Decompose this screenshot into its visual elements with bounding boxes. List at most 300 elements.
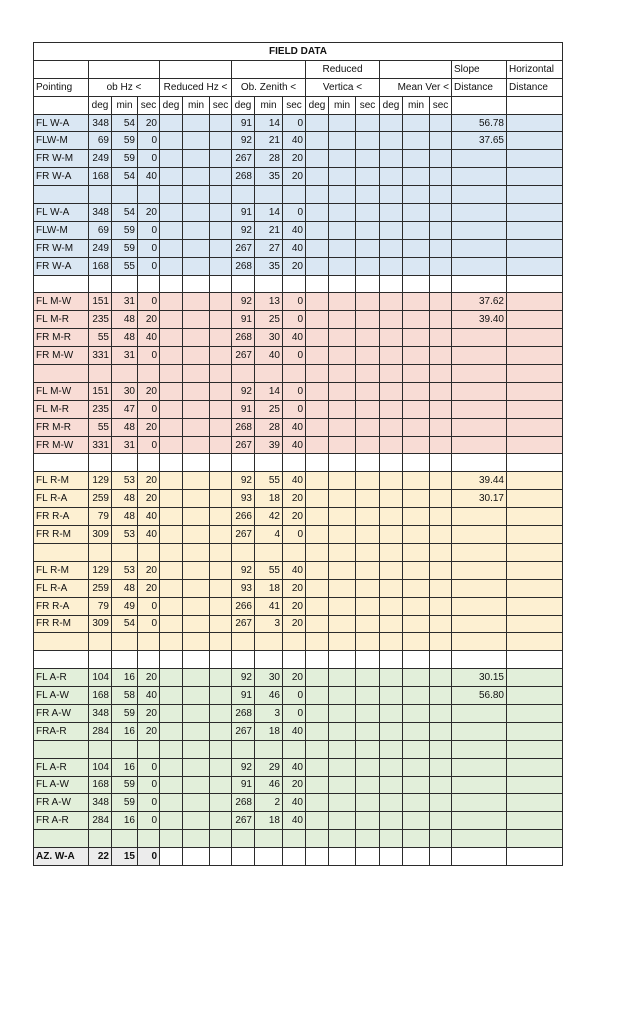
mean-ver-cell xyxy=(380,114,403,132)
horizontal-distance-cell xyxy=(507,400,563,418)
empty-cell xyxy=(452,275,507,293)
mean-ver-cell xyxy=(403,812,430,830)
ob-zenith-cell: 0 xyxy=(283,526,306,544)
empty-cell xyxy=(232,186,255,204)
empty-cell xyxy=(160,454,183,472)
reduced-hz-cell xyxy=(183,382,210,400)
ob-zenith-cell: 25 xyxy=(255,400,283,418)
reduced-hz-cell xyxy=(183,669,210,687)
mean-ver-cell xyxy=(430,490,452,508)
reduced-hz-cell xyxy=(160,436,183,454)
mean-ver-cell xyxy=(430,776,452,794)
ob-hz-cell: 0 xyxy=(138,347,160,365)
reduced-hz-cell xyxy=(183,722,210,740)
slope-distance-cell: 56.78 xyxy=(452,114,507,132)
reduced-hz-cell xyxy=(210,704,232,722)
field-data-table xyxy=(33,42,563,866)
ob-zenith-cell: 21 xyxy=(255,221,283,239)
mean-ver-cell xyxy=(380,329,403,347)
empty-cell xyxy=(34,275,89,293)
ob-zenith-cell: 0 xyxy=(283,382,306,400)
ob-hz-cell: 48 xyxy=(112,579,138,597)
ob-hz-cell: 48 xyxy=(112,508,138,526)
ob-hz-cell: 129 xyxy=(89,561,112,579)
reduced-vertical-cell xyxy=(329,114,356,132)
reduced-vertical-cell xyxy=(306,257,329,275)
ob-hz-cell: 0 xyxy=(138,132,160,150)
reduced-hz-cell xyxy=(160,669,183,687)
mean-ver-cell xyxy=(403,508,430,526)
reduced-hz-cell xyxy=(210,239,232,257)
empty-cell xyxy=(329,365,356,383)
table-row xyxy=(34,704,563,722)
mean-ver-cell xyxy=(403,293,430,311)
ob-zenith-cell: 268 xyxy=(232,794,255,812)
empty-cell xyxy=(329,830,356,848)
reduced-vertical-cell xyxy=(306,382,329,400)
reduced-vertical-cell xyxy=(329,347,356,365)
ob-zenith-cell: 13 xyxy=(255,293,283,311)
reduced-hz-cell xyxy=(210,204,232,222)
table-row xyxy=(34,508,563,526)
reduced-vertical-cell xyxy=(329,311,356,329)
reduced-hz-cell xyxy=(160,812,183,830)
mean-ver-cell xyxy=(430,669,452,687)
reduced-hz-cell xyxy=(210,472,232,490)
ob-hz-cell: 48 xyxy=(112,490,138,508)
reduced-vertical-cell xyxy=(329,704,356,722)
ob-hz-cell: 331 xyxy=(89,436,112,454)
empty-cell xyxy=(138,454,160,472)
horizontal-distance-cell xyxy=(507,293,563,311)
ob-zenith-cell: 91 xyxy=(232,400,255,418)
empty-cell xyxy=(329,651,356,669)
mean-ver-cell xyxy=(430,329,452,347)
pointing-cell: FL M-R xyxy=(34,400,89,418)
ob-hz-cell: 151 xyxy=(89,293,112,311)
ob-hz-cell: 69 xyxy=(89,132,112,150)
ob-hz-cell: 53 xyxy=(112,472,138,490)
header-blank xyxy=(34,60,89,78)
empty-cell xyxy=(160,186,183,204)
reduced-hz-cell xyxy=(210,758,232,776)
table-row xyxy=(34,722,563,740)
pointing-cell: FR W-M xyxy=(34,239,89,257)
reduced-hz-cell xyxy=(160,204,183,222)
mean-ver-cell xyxy=(430,758,452,776)
ob-hz-cell: 16 xyxy=(112,669,138,687)
reduced-vertical-cell xyxy=(329,239,356,257)
mean-ver-cell xyxy=(403,132,430,150)
mean-ver-cell xyxy=(403,418,430,436)
reduced-hz-cell xyxy=(160,490,183,508)
empty-cell xyxy=(306,275,329,293)
empty-cell xyxy=(138,275,160,293)
horizontal-distance-cell xyxy=(507,311,563,329)
blank-row xyxy=(34,454,563,472)
header-reduced-hz: Reduced Hz < xyxy=(160,78,232,96)
mean-ver-cell xyxy=(403,490,430,508)
pointing-cell: FL A-R xyxy=(34,758,89,776)
header-slope-line1: Slope xyxy=(452,60,507,78)
reduced-hz-cell xyxy=(183,132,210,150)
ob-zenith-cell: 267 xyxy=(232,150,255,168)
ob-zenith-cell: 46 xyxy=(255,687,283,705)
ob-hz-cell: 129 xyxy=(89,472,112,490)
reduced-vertical-cell xyxy=(356,669,380,687)
subheader-unit: deg xyxy=(89,96,112,114)
table-row xyxy=(34,114,563,132)
mean-ver-cell xyxy=(380,221,403,239)
azimuth-row xyxy=(34,848,563,866)
mean-ver-cell xyxy=(430,615,452,633)
horizontal-distance-cell xyxy=(507,239,563,257)
empty-cell xyxy=(403,830,430,848)
pointing-cell: FL R-A xyxy=(34,579,89,597)
ob-zenith-cell: 92 xyxy=(232,472,255,490)
ob-zenith-cell: 40 xyxy=(283,794,306,812)
ob-zenith-cell: 55 xyxy=(255,472,283,490)
reduced-hz-cell xyxy=(183,704,210,722)
mean-ver-cell xyxy=(430,418,452,436)
ob-hz-cell: 40 xyxy=(138,508,160,526)
ob-zenith-cell: 40 xyxy=(283,329,306,347)
ob-hz-cell: 0 xyxy=(138,400,160,418)
ob-hz-cell: 59 xyxy=(112,776,138,794)
empty-cell xyxy=(112,651,138,669)
pointing-cell: FL W-A xyxy=(34,114,89,132)
reduced-hz-cell xyxy=(210,561,232,579)
empty-cell xyxy=(430,275,452,293)
empty-cell xyxy=(452,633,507,651)
ob-zenith-cell: 0 xyxy=(283,687,306,705)
mean-ver-cell xyxy=(380,150,403,168)
reduced-vertical-cell xyxy=(306,436,329,454)
ob-zenith-cell: 40 xyxy=(283,239,306,257)
ob-hz-cell: 16 xyxy=(112,812,138,830)
pointing-cell: FR W-M xyxy=(34,150,89,168)
ob-zenith-cell: 40 xyxy=(283,132,306,150)
ob-hz-cell: 168 xyxy=(89,168,112,186)
header-blank xyxy=(380,60,452,78)
empty-cell xyxy=(403,740,430,758)
empty-cell xyxy=(430,740,452,758)
header-reduced-vertical-line2: Vertica < xyxy=(306,78,380,96)
ob-zenith-cell: 92 xyxy=(232,758,255,776)
ob-zenith-cell: 267 xyxy=(232,812,255,830)
blank-row xyxy=(34,186,563,204)
ob-zenith-cell: 18 xyxy=(255,722,283,740)
table-row xyxy=(34,597,563,615)
empty-cell xyxy=(89,633,112,651)
empty-cell xyxy=(183,651,210,669)
reduced-vertical-cell xyxy=(329,812,356,830)
ob-hz-cell: 284 xyxy=(89,812,112,830)
empty-cell xyxy=(306,454,329,472)
empty-cell xyxy=(430,365,452,383)
reduced-hz-cell xyxy=(183,508,210,526)
slope-distance-cell xyxy=(452,758,507,776)
empty-cell xyxy=(112,633,138,651)
empty-cell xyxy=(403,848,430,866)
ob-zenith-cell: 55 xyxy=(255,561,283,579)
empty-cell xyxy=(356,651,380,669)
empty-cell xyxy=(356,365,380,383)
azimuth-value: 0 xyxy=(138,848,160,866)
subheader-unit: min xyxy=(329,96,356,114)
mean-ver-cell xyxy=(403,311,430,329)
ob-zenith-cell: 267 xyxy=(232,615,255,633)
horizontal-distance-cell xyxy=(507,132,563,150)
empty-cell xyxy=(112,543,138,561)
reduced-vertical-cell xyxy=(306,561,329,579)
mean-ver-cell xyxy=(403,526,430,544)
reduced-hz-cell xyxy=(210,418,232,436)
mean-ver-cell xyxy=(380,758,403,776)
header-blank xyxy=(160,60,232,78)
ob-zenith-cell: 0 xyxy=(283,400,306,418)
ob-zenith-cell: 20 xyxy=(283,150,306,168)
empty-cell xyxy=(89,740,112,758)
horizontal-distance-cell xyxy=(507,597,563,615)
table-row xyxy=(34,329,563,347)
slope-distance-cell xyxy=(452,400,507,418)
pointing-cell: FR R-M xyxy=(34,615,89,633)
mean-ver-cell xyxy=(430,311,452,329)
ob-zenith-cell: 268 xyxy=(232,168,255,186)
empty-cell xyxy=(160,543,183,561)
reduced-hz-cell xyxy=(160,687,183,705)
ob-zenith-cell: 40 xyxy=(283,436,306,454)
table-row xyxy=(34,239,563,257)
ob-zenith-cell: 268 xyxy=(232,704,255,722)
subheader-unit: sec xyxy=(283,96,306,114)
mean-ver-cell xyxy=(380,776,403,794)
ob-hz-cell: 20 xyxy=(138,704,160,722)
mean-ver-cell xyxy=(430,239,452,257)
empty-cell xyxy=(380,454,403,472)
ob-zenith-cell: 0 xyxy=(283,347,306,365)
reduced-vertical-cell xyxy=(306,508,329,526)
reduced-vertical-cell xyxy=(306,579,329,597)
reduced-vertical-cell xyxy=(306,150,329,168)
reduced-hz-cell xyxy=(183,418,210,436)
empty-cell xyxy=(507,848,563,866)
slope-distance-cell: 37.62 xyxy=(452,293,507,311)
mean-ver-cell xyxy=(380,293,403,311)
ob-zenith-cell: 42 xyxy=(255,508,283,526)
reduced-vertical-cell xyxy=(329,472,356,490)
mean-ver-cell xyxy=(380,687,403,705)
reduced-vertical-cell xyxy=(329,329,356,347)
empty-cell xyxy=(89,365,112,383)
reduced-vertical-cell xyxy=(356,114,380,132)
empty-cell xyxy=(138,543,160,561)
ob-hz-cell: 16 xyxy=(112,722,138,740)
ob-zenith-cell: 0 xyxy=(283,204,306,222)
reduced-vertical-cell xyxy=(306,168,329,186)
empty-cell xyxy=(507,186,563,204)
pointing-cell: FL W-A xyxy=(34,204,89,222)
reduced-hz-cell xyxy=(210,400,232,418)
reduced-vertical-cell xyxy=(329,490,356,508)
ob-zenith-cell: 268 xyxy=(232,418,255,436)
ob-zenith-cell: 18 xyxy=(255,579,283,597)
slope-distance-cell xyxy=(452,812,507,830)
reduced-vertical-cell xyxy=(306,293,329,311)
mean-ver-cell xyxy=(403,794,430,812)
ob-zenith-cell: 46 xyxy=(255,776,283,794)
ob-zenith-cell: 18 xyxy=(255,812,283,830)
slope-distance-cell xyxy=(452,704,507,722)
empty-cell xyxy=(306,848,329,866)
reduced-hz-cell xyxy=(210,311,232,329)
header-reduced-vertical-line1: Reduced xyxy=(306,60,380,78)
ob-hz-cell: 20 xyxy=(138,722,160,740)
pointing-cell: FL R-A xyxy=(34,490,89,508)
ob-zenith-cell: 40 xyxy=(283,812,306,830)
pointing-cell: FR W-A xyxy=(34,257,89,275)
ob-hz-cell: 20 xyxy=(138,418,160,436)
ob-zenith-cell: 20 xyxy=(283,615,306,633)
ob-zenith-cell: 28 xyxy=(255,418,283,436)
horizontal-distance-cell xyxy=(507,579,563,597)
slope-distance-cell xyxy=(452,150,507,168)
ob-zenith-cell: 35 xyxy=(255,257,283,275)
empty-cell xyxy=(403,633,430,651)
ob-hz-cell: 0 xyxy=(138,239,160,257)
empty-cell xyxy=(329,275,356,293)
mean-ver-cell xyxy=(380,311,403,329)
ob-zenith-cell: 40 xyxy=(283,722,306,740)
reduced-vertical-cell xyxy=(306,472,329,490)
table-row xyxy=(34,382,563,400)
reduced-vertical-cell xyxy=(329,597,356,615)
empty-cell xyxy=(112,740,138,758)
reduced-vertical-cell xyxy=(306,204,329,222)
pointing-cell: FL A-R xyxy=(34,669,89,687)
reduced-hz-cell xyxy=(183,687,210,705)
reduced-vertical-cell xyxy=(306,687,329,705)
empty-cell xyxy=(232,651,255,669)
ob-hz-cell: 249 xyxy=(89,150,112,168)
subheader-unit: sec xyxy=(356,96,380,114)
empty-cell xyxy=(329,543,356,561)
slope-distance-cell xyxy=(452,204,507,222)
reduced-vertical-cell xyxy=(356,561,380,579)
reduced-hz-cell xyxy=(160,329,183,347)
empty-cell xyxy=(306,543,329,561)
reduced-hz-cell xyxy=(183,221,210,239)
subheader-unit: min xyxy=(112,96,138,114)
mean-ver-cell xyxy=(430,812,452,830)
empty-cell xyxy=(403,651,430,669)
subheader-unit: min xyxy=(255,96,283,114)
blank-row xyxy=(34,740,563,758)
empty-cell xyxy=(430,543,452,561)
empty-cell xyxy=(403,543,430,561)
empty-cell xyxy=(329,186,356,204)
reduced-hz-cell xyxy=(183,597,210,615)
pointing-cell: FL A-W xyxy=(34,776,89,794)
pointing-cell: FL M-W xyxy=(34,293,89,311)
empty-cell xyxy=(138,633,160,651)
header-mean-ver: Mean Ver < xyxy=(380,78,452,96)
reduced-hz-cell xyxy=(210,579,232,597)
mean-ver-cell xyxy=(380,204,403,222)
slope-distance-cell: 30.17 xyxy=(452,490,507,508)
pointing-cell: FL R-M xyxy=(34,472,89,490)
ob-zenith-cell: 18 xyxy=(255,490,283,508)
pointing-cell: FL A-W xyxy=(34,687,89,705)
empty-cell xyxy=(183,848,210,866)
empty-cell xyxy=(329,633,356,651)
reduced-hz-cell xyxy=(183,239,210,257)
ob-hz-cell: 59 xyxy=(112,794,138,812)
horizontal-distance-cell xyxy=(507,204,563,222)
reduced-hz-cell xyxy=(160,776,183,794)
ob-zenith-cell: 40 xyxy=(283,472,306,490)
mean-ver-cell xyxy=(380,597,403,615)
mean-ver-cell xyxy=(380,615,403,633)
empty-cell xyxy=(210,830,232,848)
horizontal-distance-cell xyxy=(507,436,563,454)
reduced-hz-cell xyxy=(160,579,183,597)
horizontal-distance-cell xyxy=(507,257,563,275)
mean-ver-cell xyxy=(380,400,403,418)
table-row xyxy=(34,758,563,776)
reduced-hz-cell xyxy=(210,812,232,830)
horizontal-distance-cell xyxy=(507,329,563,347)
ob-hz-cell: 58 xyxy=(112,687,138,705)
empty-cell xyxy=(380,186,403,204)
horizontal-distance-cell xyxy=(507,114,563,132)
reduced-hz-cell xyxy=(183,168,210,186)
reduced-vertical-cell xyxy=(329,687,356,705)
mean-ver-cell xyxy=(403,579,430,597)
slope-distance-cell xyxy=(452,239,507,257)
ob-hz-cell: 309 xyxy=(89,526,112,544)
ob-zenith-cell: 0 xyxy=(283,704,306,722)
subheader-unit: sec xyxy=(430,96,452,114)
table-row xyxy=(34,472,563,490)
reduced-vertical-cell xyxy=(329,436,356,454)
pointing-cell: FLW-M xyxy=(34,221,89,239)
table-row xyxy=(34,132,563,150)
reduced-vertical-cell xyxy=(356,239,380,257)
reduced-hz-cell xyxy=(210,669,232,687)
ob-zenith-cell: 92 xyxy=(232,221,255,239)
empty-cell xyxy=(356,186,380,204)
ob-zenith-cell: 91 xyxy=(232,204,255,222)
mean-ver-cell xyxy=(380,669,403,687)
ob-hz-cell: 168 xyxy=(89,257,112,275)
reduced-vertical-cell xyxy=(356,418,380,436)
reduced-hz-cell xyxy=(183,347,210,365)
reduced-hz-cell xyxy=(160,293,183,311)
reduced-hz-cell xyxy=(160,597,183,615)
empty-cell xyxy=(34,633,89,651)
empty-cell xyxy=(356,633,380,651)
empty-cell xyxy=(380,651,403,669)
reduced-vertical-cell xyxy=(356,615,380,633)
slope-distance-cell: 30.15 xyxy=(452,669,507,687)
empty-cell xyxy=(34,365,89,383)
reduced-hz-cell xyxy=(160,508,183,526)
mean-ver-cell xyxy=(430,168,452,186)
slope-distance-cell: 39.44 xyxy=(452,472,507,490)
mean-ver-cell xyxy=(380,704,403,722)
